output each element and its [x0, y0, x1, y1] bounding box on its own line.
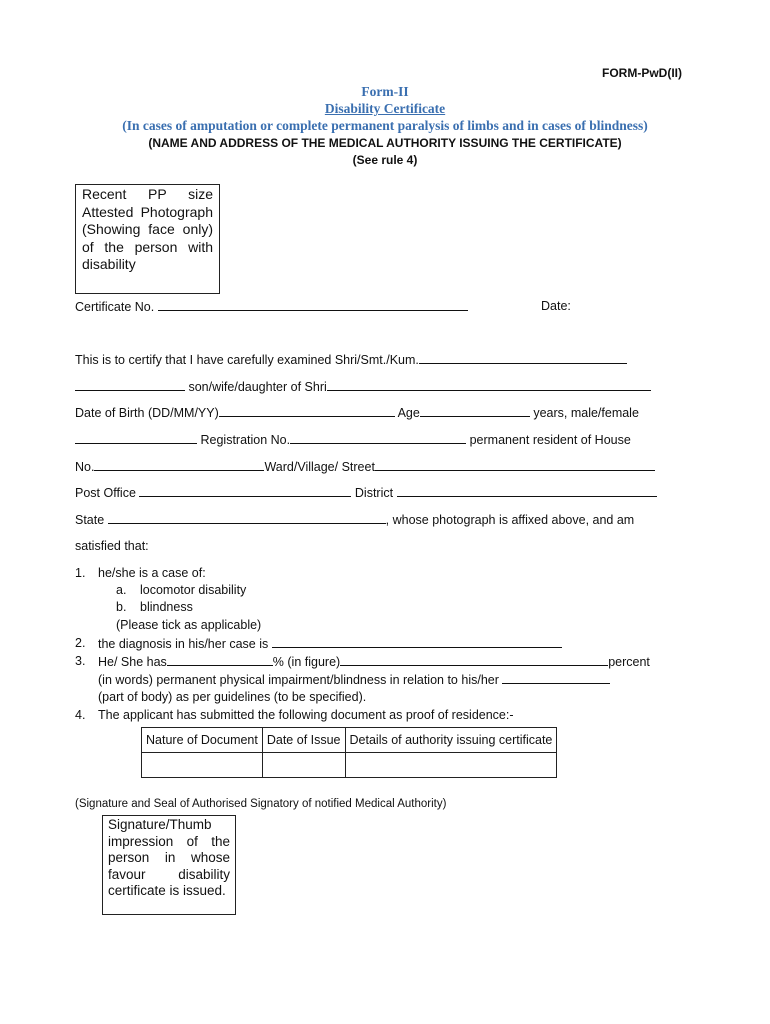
certificate-no-field[interactable]: [158, 299, 468, 311]
post-office-row: [75, 485, 679, 500]
item-number: 1.: [75, 566, 86, 580]
ward-label: Ward/Village/ Street: [264, 460, 375, 474]
address-row: [75, 459, 679, 474]
resident-label: permanent resident of House: [469, 433, 631, 447]
house-no-field[interactable]: [94, 459, 264, 471]
item-text: He/ She has: [98, 655, 167, 669]
residence-document-table: [141, 727, 557, 778]
form-title: Form-II: [361, 84, 409, 99]
sub-item-b: [116, 600, 193, 614]
table-header-cell: Nature of Document: [142, 728, 263, 753]
relation-text: son/wife/daughter of Shri: [188, 380, 327, 394]
diagnosis-field[interactable]: [272, 636, 562, 648]
scope-line: (In cases of amputation or complete permanent paralysis of limbs and in cases of blindness): [122, 118, 648, 133]
satisfied-text: satisfied that:: [75, 539, 149, 553]
table-cell[interactable]: [142, 753, 263, 778]
dob-row: [75, 405, 679, 420]
item-number: 4.: [75, 708, 86, 722]
item-number: 3.: [75, 654, 86, 668]
photo-affixed-text: , whose photograph is affixed above, and am: [385, 513, 635, 527]
age-label: Age: [397, 406, 420, 420]
relation-row: [75, 379, 679, 394]
percent-words-field[interactable]: [340, 654, 608, 666]
house-no-label: No.: [75, 460, 95, 474]
thumb-impression-box: Signature/Thumb impression of the person in whose favour disability certificate is issued.: [102, 815, 236, 915]
registration-prefix-field[interactable]: [75, 432, 197, 444]
table-header-cell: Date of Issue: [262, 728, 345, 753]
item-text-percent: percent: [608, 655, 650, 669]
table-header-row: [142, 728, 557, 753]
rule-line: (See rule 4): [352, 153, 418, 167]
registration-label: Registration No.: [200, 433, 291, 447]
parent-name-field[interactable]: [327, 379, 651, 391]
registration-field[interactable]: [290, 432, 466, 444]
post-office-label: Post Office: [75, 486, 136, 500]
sub-item-text: blindness: [140, 600, 193, 614]
form-code: FORM-PwD(II): [602, 66, 682, 80]
district-field[interactable]: [397, 485, 657, 497]
certificate-number-row: [75, 299, 679, 314]
date-label: Date:: [541, 299, 571, 313]
sub-item-letter: b.: [116, 600, 127, 614]
state-row: [75, 512, 679, 527]
ward-field[interactable]: [375, 459, 655, 471]
state-label: State: [75, 513, 105, 527]
sub-item-letter: a.: [116, 583, 127, 597]
sub-item-a: [116, 583, 247, 597]
item-text: he/she is a case of:: [98, 566, 206, 580]
sub-item-text: locomotor disability: [140, 583, 247, 597]
table-cell[interactable]: [345, 753, 557, 778]
years-label: years, male/female: [533, 406, 639, 420]
item-text-figure: % (in figure): [272, 655, 341, 669]
body-part-field[interactable]: [502, 672, 610, 684]
certificate-no-label: Certificate No.: [75, 300, 155, 314]
table-row: [142, 753, 557, 778]
certify-text: This is to certify that I have carefully examined Shri/Smt./Kum.: [75, 353, 419, 367]
dob-label: Date of Birth (DD/MM/YY): [75, 406, 219, 420]
item-number: 2.: [75, 636, 86, 650]
item-text: The applicant has submitted the following document as proof of residence:-: [98, 708, 514, 722]
state-field[interactable]: [108, 512, 386, 524]
district-label: District: [354, 486, 394, 500]
dob-field[interactable]: [219, 405, 395, 417]
signature-caption: (Signature and Seal of Authorised Signatory of notified Medical Authority): [75, 798, 447, 810]
tick-note: (Please tick as applicable): [116, 618, 262, 632]
authority-line: (NAME AND ADDRESS OF THE MEDICAL AUTHORITY ISSUING THE CERTIFICATE): [148, 136, 622, 150]
table-cell[interactable]: [262, 753, 345, 778]
registration-row: [75, 432, 679, 447]
age-field[interactable]: [420, 405, 530, 417]
item-3-line-2: [98, 672, 610, 687]
person-name-field[interactable]: [419, 352, 627, 364]
item-text: the diagnosis in his/her case is: [98, 637, 269, 651]
certificate-title: Disability Certificate: [324, 101, 446, 116]
post-office-field[interactable]: [139, 485, 351, 497]
table-header-cell: Details of authority issuing certificate: [345, 728, 557, 753]
item-text: (in words) permanent physical impairment/blindness in relation to his/her: [98, 673, 499, 687]
relation-field[interactable]: [75, 379, 185, 391]
photo-placeholder-box: Recent PP size Attested Photograph (Showing face only) of the person with disability: [75, 184, 220, 294]
item-3-line-3: (part of body) as per guidelines (to be specified).: [98, 690, 367, 704]
percent-figure-field[interactable]: [167, 654, 273, 666]
certify-row: [75, 352, 679, 367]
